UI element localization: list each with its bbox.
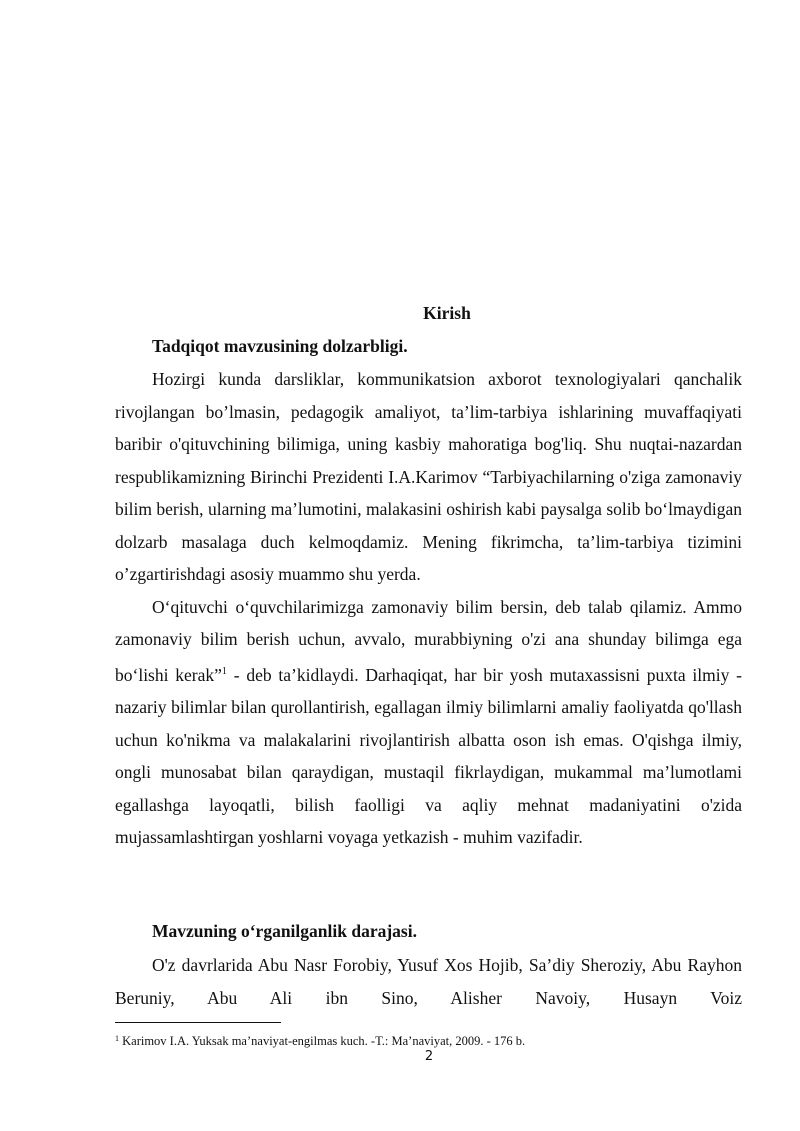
section-title-relevance: Tadqiqot mavzusining dolzarbligi.	[152, 336, 408, 356]
paragraph-quote	[115, 591, 742, 854]
footnote-text: Karimov I.A. Yuksak ma’naviyat-engilmas kuch. -T.: Ma’naviyat, 2009. - 176 b.	[119, 1034, 526, 1048]
footnote-divider	[115, 1022, 281, 1023]
section-title-study-level: Mavzuning o‘rganilganlik darajasi.	[152, 921, 417, 941]
section-body-relevance	[115, 363, 742, 854]
page-number: 2	[424, 1049, 434, 1064]
footnote-mark: 1	[115, 1034, 119, 1043]
footnote	[115, 1031, 742, 1049]
page-heading: Kirish	[423, 303, 471, 323]
footnote-reference[interactable]: 1	[221, 665, 227, 677]
paragraph-intro: Hozirgi kunda darsliklar, kommunikatsion axborot texnologiyalari qanchalik rivojlangan bo’lmasin, pedagogik amaliyot, ta’lim-tarbiya ishlarining muvaffaqiyati baribir o'qituvchining bilimiga, uning kasbiy mahoratiga bog'liq. Shu nuqtai-nazardan respublikamizning Birinchi Prezidenti I.A.Karimov “Tarbiyachilarning o'ziga zamonaviy bilim berish, ularning ma’lumotini, malakasini oshirish kabi paysalga solib bo‘lmaydigan dolzarb masalaga duch kelmoqdamiz. Mening fikrimcha, ta’lim-tarbiya tizimini o’zgartirishdagi asosiy muammo shu yerda.	[115, 369, 742, 584]
paragraph-scholars: O'z davrlarida Abu Nasr Forobiy, Yusuf Xos Hojib, Sa’diy Sheroziy, Abu Rayhon Beruniy, Abu Ali ibn Sino, Alisher Navoiy, Husayn Voiz	[115, 955, 742, 1008]
paragraph-quote-start: O‘qituvchi o‘quvchilarimizga zamonaviy bilim bersin, deb talab qilamiz. Ammo zamonaviy bilim berish uchun, avvalo, murabbiyning o'zi ana shunday bilimga ega bo‘lishi kerak”	[115, 596, 742, 685]
section-body-study-level	[115, 949, 742, 1014]
paragraph-quote-end: - deb ta’kidlaydi. Darhaqiqat, har bir yosh mutaxassisni puxta ilmiy - nazariy bilimlar bilan qurollantirish, egallagan ilmiy bilimlarni amaliy faoliyatda qo'llash uchun ko'nikma va malakalarini rivojlantirish albatta oson ish emas. O'qishga ilmiy, ongli munosabat bilan qaraydigan, mustaqil fikrlaydigan, mukammal ma’lumotlami egallashga layoqatli, bilish faolligi va aqliy mehnat madaniyatini o'zida mujassamlashtirgan yoshlarni voyaga yetkazish - muhim vazifadir.	[115, 664, 742, 847]
